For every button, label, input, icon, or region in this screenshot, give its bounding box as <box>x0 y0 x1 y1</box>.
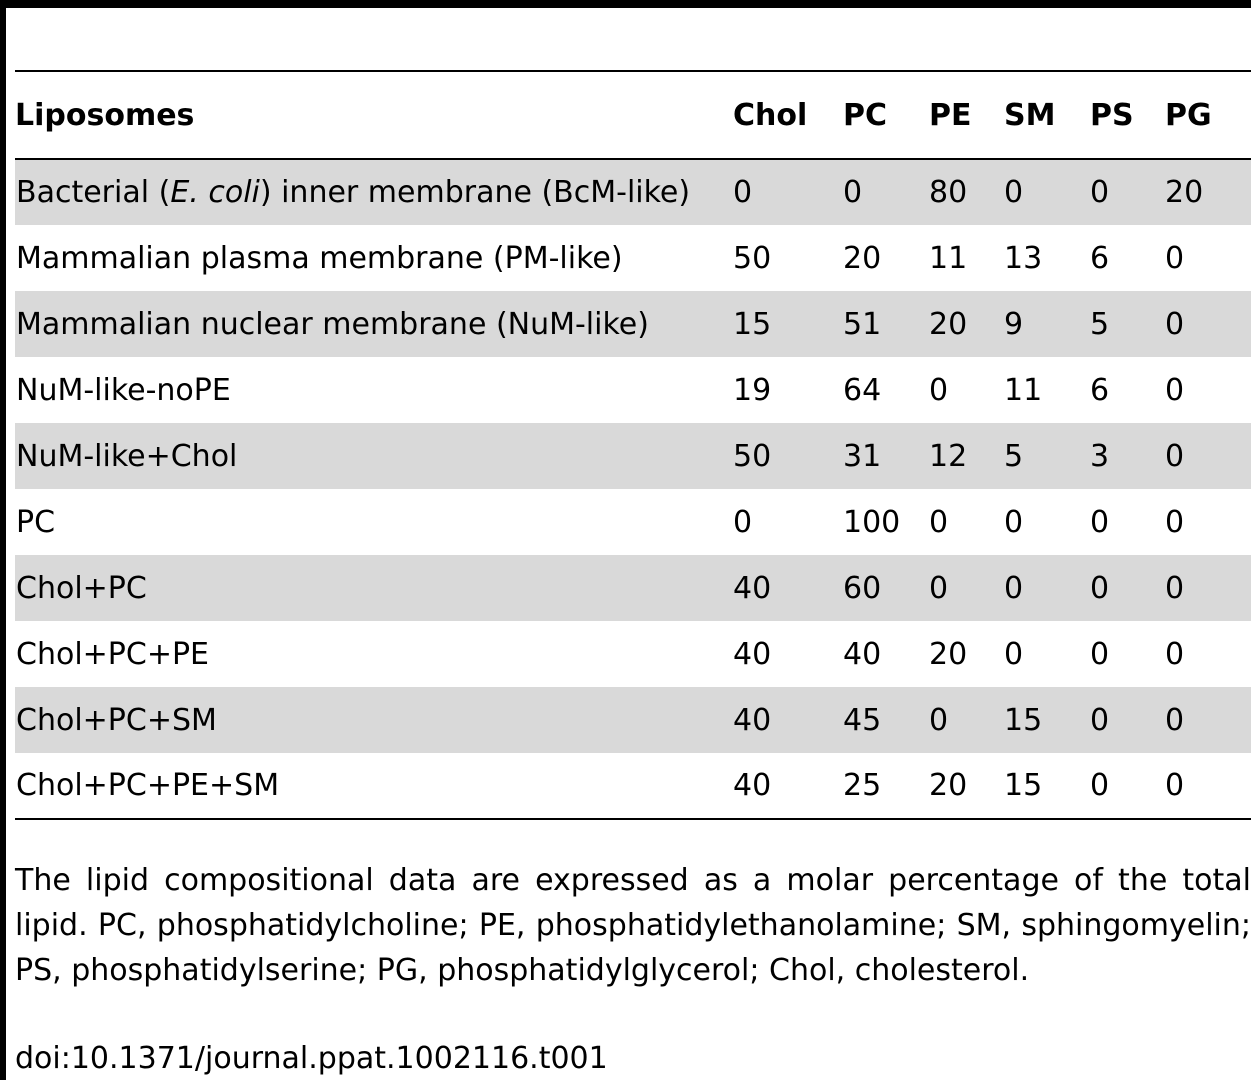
pe-value-cell: 0 <box>929 372 949 408</box>
ps-value-cell: 0 <box>1090 175 1110 210</box>
chol-value-cell: 0 <box>733 175 753 210</box>
ps-value-cell: 6 <box>1090 240 1110 276</box>
liposome-name-text: Chol+PC+PE+SM <box>16 768 280 803</box>
pe-value-cell: 0 <box>929 702 949 738</box>
table-row <box>15 489 1251 555</box>
table-row <box>15 291 1251 357</box>
table-container <box>15 70 1251 820</box>
liposome-name-text: Mammalian plasma membrane (PM-like) <box>16 240 623 276</box>
ps-value-cell: 5 <box>1090 306 1110 342</box>
pc-value-cell: 45 <box>843 702 882 738</box>
liposome-name-text-suffix: ) inner membrane (BcM-like) <box>259 175 691 210</box>
left-rule <box>0 0 6 1080</box>
pg-value-cell: 0 <box>1165 768 1185 803</box>
liposome-name-cell <box>15 159 733 225</box>
ps-value-cell: 0 <box>1090 636 1110 672</box>
liposome-name-text: Mammalian nuclear membrane (NuM-like) <box>16 306 649 342</box>
header-ps: PS <box>1090 97 1134 133</box>
table-row <box>15 621 1251 687</box>
sm-value-cell: 0 <box>1004 504 1024 540</box>
liposome-name-text: NuM-like+Chol <box>16 438 238 474</box>
top-rule <box>0 0 1251 8</box>
ps-value-cell: 3 <box>1090 438 1110 474</box>
doi-line: doi:10.1371/journal.ppat.1002116.t001 <box>15 1041 608 1076</box>
table-row <box>15 357 1251 423</box>
header-pg: PG <box>1165 97 1212 133</box>
pg-value-cell: 0 <box>1165 702 1185 738</box>
table-row <box>15 753 1251 819</box>
sm-value-cell: 5 <box>1004 438 1024 474</box>
chol-value-cell: 15 <box>733 306 772 342</box>
liposome-name-italic: E. coli <box>170 175 260 210</box>
pe-value-cell: 80 <box>929 175 968 210</box>
ps-value-cell: 6 <box>1090 372 1110 408</box>
table-row <box>15 555 1251 621</box>
sm-value-cell: 0 <box>1004 175 1024 210</box>
table-header-row <box>15 71 1251 159</box>
table-row <box>15 687 1251 753</box>
liposome-name-cell <box>15 291 733 357</box>
ps-value-cell: 0 <box>1090 702 1110 738</box>
pg-value-cell: 0 <box>1165 504 1185 540</box>
liposome-name-text: Chol+PC <box>16 570 147 606</box>
ps-value-cell: 0 <box>1090 570 1110 606</box>
pg-value-cell: 0 <box>1165 570 1185 606</box>
liposome-name-text: PC <box>16 504 56 540</box>
pg-value-cell: 0 <box>1165 438 1185 474</box>
liposome-name-cell <box>15 357 733 423</box>
liposome-name-text: Chol+PC+SM <box>16 702 217 738</box>
sm-value-cell: 11 <box>1004 372 1043 408</box>
pc-value-cell: 100 <box>843 504 901 540</box>
table-footnote: The lipid compositional data are expressed as a molar percentage of the total lipid. PC, phosphatidylcholine; PE, phosphatidylethanolamine; SM, sphingomyelin; PS, phosphatidylserine; PG, phosphatidylglycerol; Chol, cholesterol. <box>15 863 1251 988</box>
table-body <box>15 159 1251 819</box>
liposome-name-cell <box>15 225 733 291</box>
pc-value-cell: 60 <box>843 570 882 606</box>
header-pc: PC <box>843 97 888 133</box>
liposome-name-text: NuM-like-noPE <box>16 372 231 408</box>
pg-value-cell: 20 <box>1165 175 1204 210</box>
pc-value-cell: 25 <box>843 768 882 803</box>
chol-value-cell: 19 <box>733 372 772 408</box>
table-row <box>15 159 1251 225</box>
sm-value-cell: 9 <box>1004 306 1024 342</box>
sm-value-cell: 0 <box>1004 636 1024 672</box>
pc-value-cell: 40 <box>843 636 882 672</box>
lipid-composition-table <box>15 70 1251 820</box>
liposome-name-cell <box>15 621 733 687</box>
ps-value-cell: 0 <box>1090 504 1110 540</box>
liposome-name-text: Chol+PC+PE <box>16 636 210 672</box>
sm-value-cell: 0 <box>1004 570 1024 606</box>
sm-value-cell: 15 <box>1004 702 1043 738</box>
header-chol: Chol <box>733 97 808 133</box>
pe-value-cell: 11 <box>929 240 968 276</box>
chol-value-cell: 50 <box>733 240 772 276</box>
pe-value-cell: 0 <box>929 504 949 540</box>
chol-value-cell: 50 <box>733 438 772 474</box>
chol-value-cell: 40 <box>733 636 772 672</box>
pc-value-cell: 0 <box>843 175 863 210</box>
pc-value-cell: 20 <box>843 240 882 276</box>
liposome-name-cell <box>15 555 733 621</box>
pe-value-cell: 20 <box>929 768 968 803</box>
liposome-name-cell <box>15 423 733 489</box>
pc-value-cell: 31 <box>843 438 882 474</box>
table-row <box>15 225 1251 291</box>
ps-value-cell: 0 <box>1090 768 1110 803</box>
pe-value-cell: 20 <box>929 306 968 342</box>
sm-value-cell: 13 <box>1004 240 1043 276</box>
pg-value-cell: 0 <box>1165 306 1185 342</box>
pc-value-cell: 64 <box>843 372 882 408</box>
liposome-name-cell <box>15 489 733 555</box>
pe-value-cell: 20 <box>929 636 968 672</box>
pg-value-cell: 0 <box>1165 636 1185 672</box>
liposome-name-text: Bacterial ( <box>16 175 171 210</box>
liposome-name-cell <box>15 753 733 819</box>
header-sm: SM <box>1004 97 1056 133</box>
header-liposomes: Liposomes <box>15 97 195 133</box>
pc-value-cell: 51 <box>843 306 882 342</box>
sm-value-cell: 15 <box>1004 768 1043 803</box>
chol-value-cell: 0 <box>733 504 753 540</box>
pg-value-cell: 0 <box>1165 372 1185 408</box>
pe-value-cell: 0 <box>929 570 949 606</box>
header-pe: PE <box>929 97 972 133</box>
pe-value-cell: 12 <box>929 438 968 474</box>
pg-value-cell: 0 <box>1165 240 1185 276</box>
table-row <box>15 423 1251 489</box>
chol-value-cell: 40 <box>733 702 772 738</box>
chol-value-cell: 40 <box>733 768 772 803</box>
liposome-name-cell <box>15 687 733 753</box>
chol-value-cell: 40 <box>733 570 772 606</box>
